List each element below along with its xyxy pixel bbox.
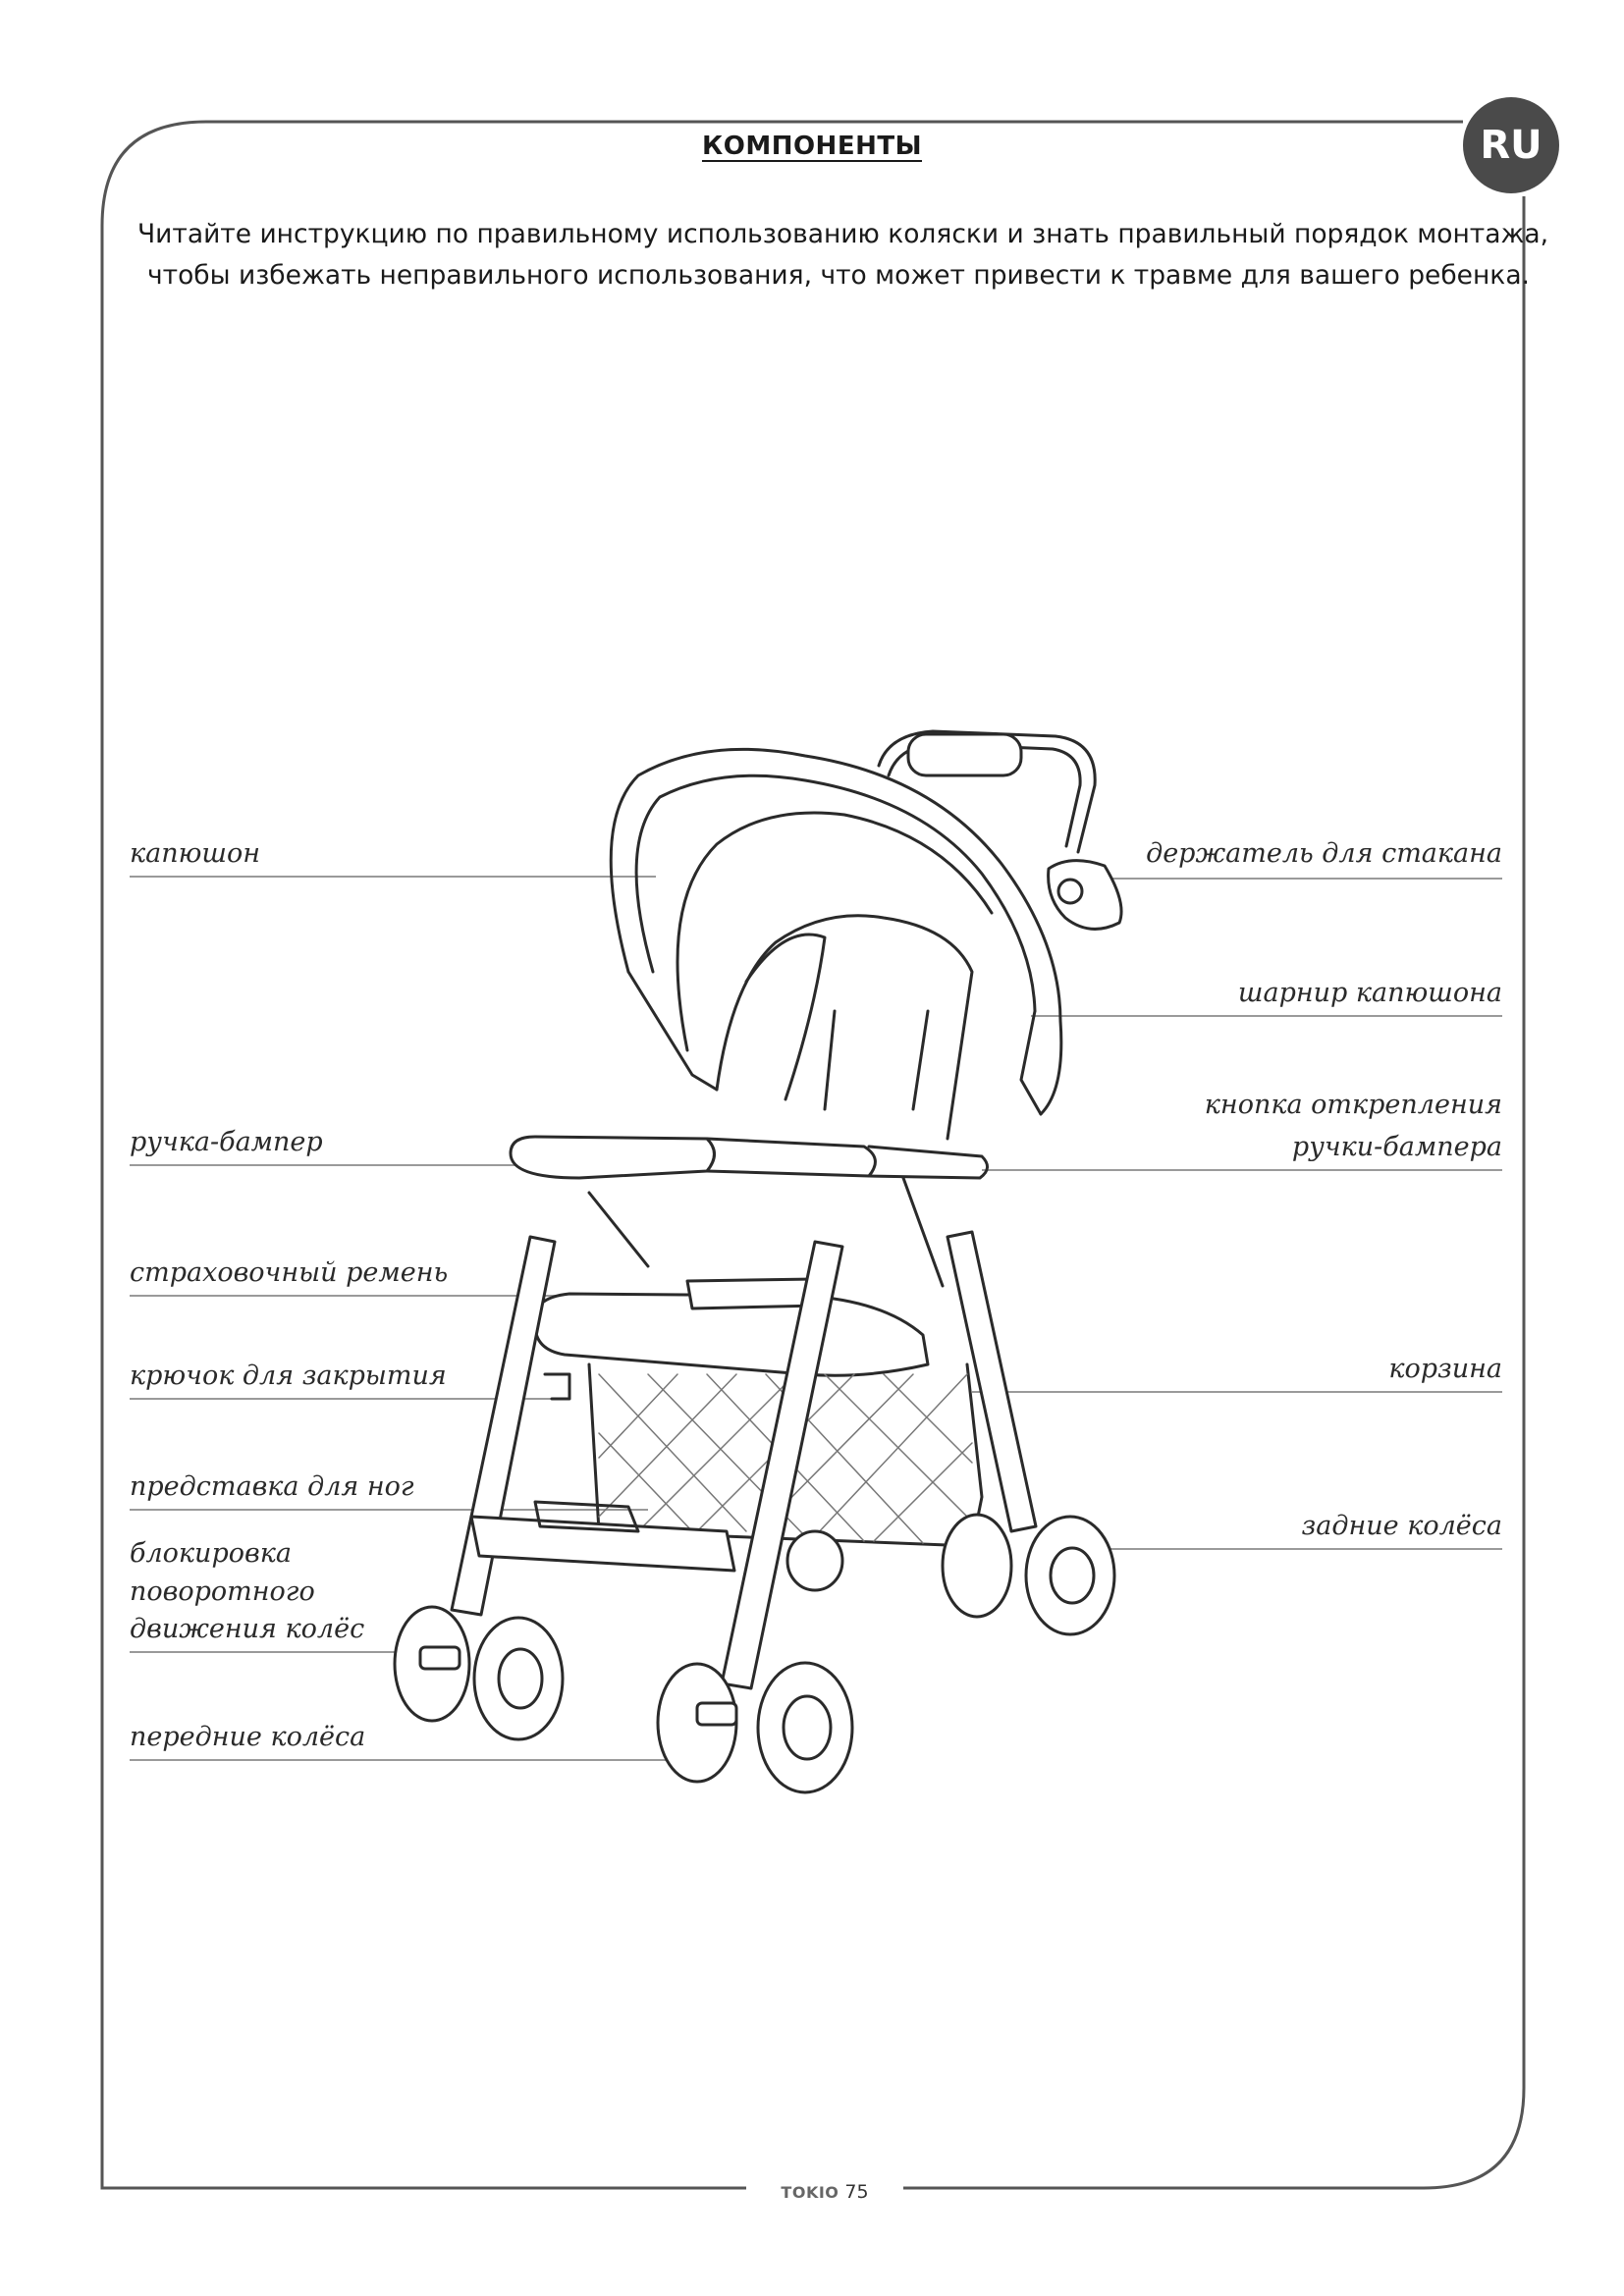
label-swivel-lock-line-3: движения колёс: [130, 1614, 365, 1644]
lock-hook: [545, 1374, 569, 1399]
page-number: 75: [844, 2181, 869, 2203]
label-bumper-release-line-1: кнопка открепления: [1204, 1090, 1502, 1120]
footer-brand: TOKIO: [781, 2183, 839, 2202]
seat-back: [717, 916, 972, 1139]
front-wheels: [395, 1607, 852, 1792]
label-rear-wheels: задние колёса: [1301, 1511, 1502, 1541]
label-swivel-lock-line-2: поворотного: [130, 1576, 315, 1607]
label-basket: корзина: [1388, 1354, 1502, 1384]
label-safety-belt: страховочный ремень: [130, 1257, 449, 1288]
label-front-wheels: передние колёса: [130, 1722, 366, 1752]
intro-line-1: Читайте инструкцию по правильному использованию коляски и знать правильный порядок монтажа,: [137, 219, 1549, 249]
label-cup-holder: держатель для стакана: [1146, 838, 1502, 869]
page-title: КОМПОНЕНТЫ: [701, 132, 923, 161]
swivel-lock: [420, 1647, 460, 1669]
label-hood-hinge: шарнир капюшона: [1237, 978, 1502, 1008]
intro-line-2: чтобы избежать неправильного использования, что может привести к травме для вашего ребенка.: [147, 260, 1530, 291]
stroller-drawing: [395, 731, 1121, 1792]
label-swivel-lock-line-1: блокировка: [130, 1538, 292, 1569]
rear-wheels: [787, 1515, 1114, 1634]
bumper-bar: [511, 1137, 715, 1178]
language-badge: RU: [1463, 97, 1559, 193]
footrest: [471, 1517, 734, 1571]
label-bumper-release-line-2: ручки-бампера: [1291, 1132, 1502, 1162]
label-lock-hook: крючок для закрытия: [130, 1361, 447, 1391]
page-footer: [746, 2181, 903, 2203]
label-footrest: представка для ног: [130, 1471, 414, 1502]
harness-buckle: [687, 1279, 820, 1308]
label-hood: капюшон: [130, 838, 260, 869]
label-bumper-bar: ручка-бампер: [130, 1127, 323, 1157]
